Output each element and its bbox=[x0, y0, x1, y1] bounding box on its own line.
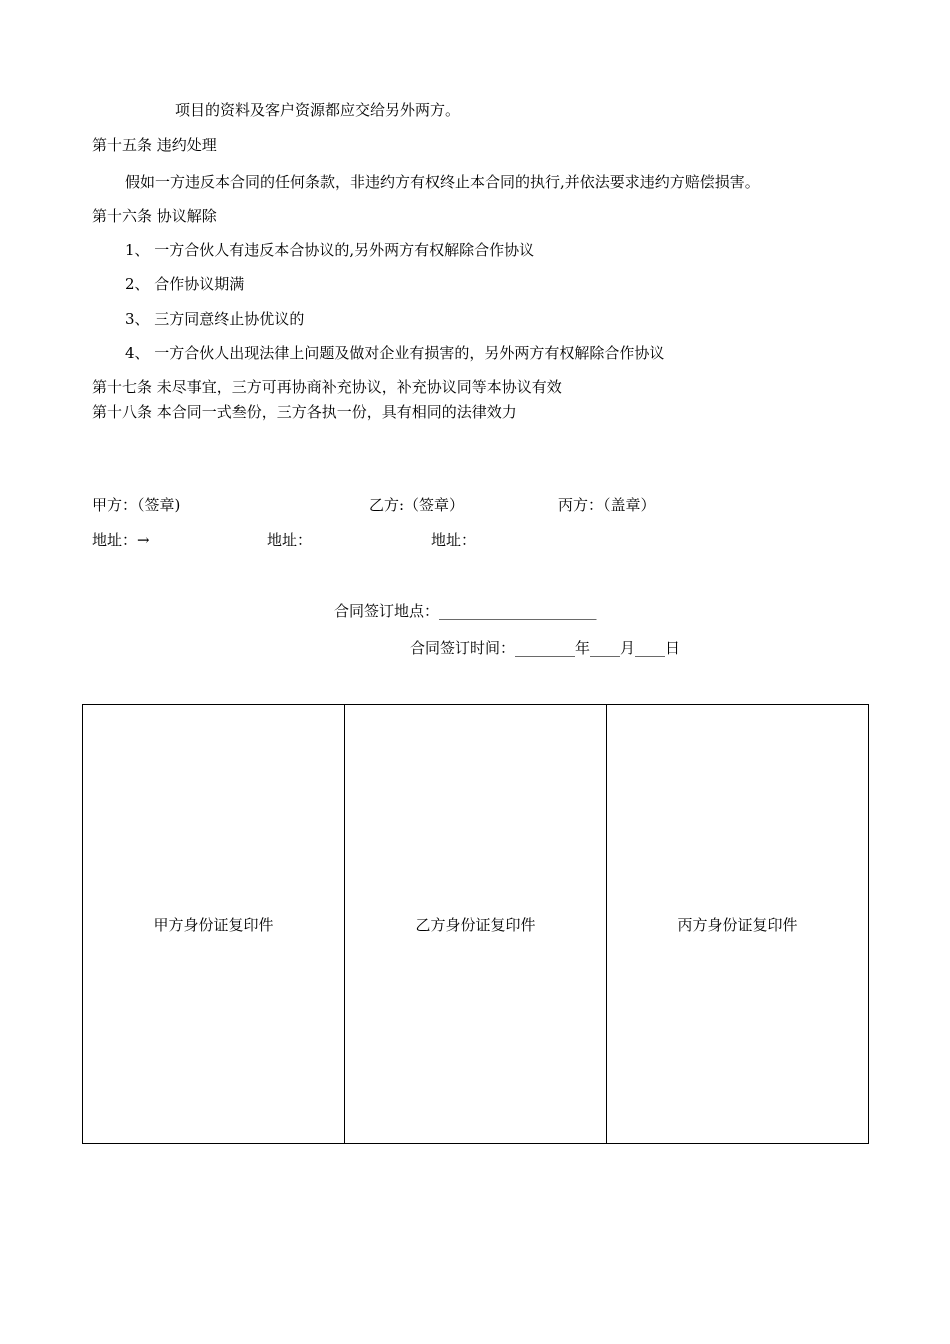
party-a-id-copy-label: 甲方身份证复印件 bbox=[153, 915, 274, 934]
party-a-address: 地址：→ bbox=[92, 531, 150, 549]
article-16-item-2: 2、 合作协议期满 bbox=[125, 275, 245, 293]
article-16-title: 第十六条 协议解除 bbox=[92, 207, 217, 225]
article-15-title: 第十五条 违约处理 bbox=[92, 136, 217, 154]
party-b-id-copy-cell bbox=[345, 705, 607, 1144]
article-18: 第十八条 本合同一式叁份，三方各执一份，具有相同的法律效力 bbox=[92, 403, 517, 421]
party-c-signature: 丙方：（盖章） bbox=[558, 496, 656, 514]
article-17: 第十七条 未尽事宜，三方可再协商补充协议，补充协议同等本协议有效 bbox=[92, 378, 562, 396]
article-16-item-4: 4、 一方合伙人出现法律上问题及做对企业有损害的，另外两方有权解除合作协议 bbox=[125, 344, 665, 362]
article-15-body: 假如一方违反本合同的任何条款，非违约方有权终止本合同的执行,并依法要求违约方赔偿损害。 bbox=[125, 173, 760, 191]
party-b-address: 地址： bbox=[267, 531, 313, 549]
article-16-item-3: 3、 三方同意终止协优议的 bbox=[125, 310, 305, 328]
party-b-signature: 乙方:（签章） bbox=[369, 496, 465, 514]
party-c-id-copy-label: 丙方身份证复印件 bbox=[677, 915, 798, 934]
continuation-text: 项目的资料及客户资源都应交给另外两方。 bbox=[175, 101, 461, 119]
party-b-id-copy-label: 乙方身份证复印件 bbox=[415, 915, 536, 934]
party-c-address: 地址： bbox=[431, 531, 477, 549]
signing-time: 合同签订时间：________年____月____日 bbox=[410, 639, 681, 657]
party-c-id-copy-cell bbox=[607, 705, 869, 1144]
article-16-item-1: 1、 一方合伙人有违反本合协议的,另外两方有权解除合作协议 bbox=[125, 241, 535, 259]
id-copy-table bbox=[82, 704, 869, 1144]
signing-place: 合同签订地点：_____________________ bbox=[334, 602, 597, 620]
party-a-signature: 甲方：（签章) bbox=[92, 496, 181, 514]
party-a-id-copy-cell bbox=[83, 705, 345, 1144]
